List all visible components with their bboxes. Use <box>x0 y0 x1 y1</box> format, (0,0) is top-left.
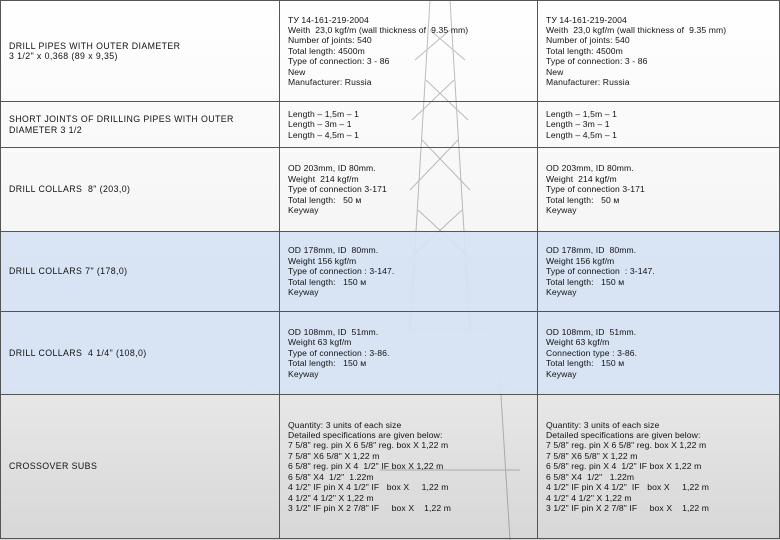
table-row <box>1 1 780 102</box>
table-row <box>1 395 780 539</box>
spec-cell-b: Length – 1,5m – 1 Length – 3m – 1 Length – 4,5m – 1 <box>538 102 780 148</box>
item-name-cell: DRILL COLLARS 8" (203,0) <box>1 148 280 232</box>
item-name-cell: CROSSOVER SUBS <box>1 395 280 539</box>
spec-cell-b: OD 178mm, ID 80mm. Weight 156 kgf/m Type of connection : 3-147. Total length: 150 м Keyway <box>538 232 780 312</box>
item-name-cell: SHORT JOINTS OF DRILLING PIPES WITH OUTER DIAMETER 3 1/2 <box>1 102 280 148</box>
spec-cell-a: OD 108mm, ID 51mm. Weight 63 kgf/m Type of connection : 3-86. Total length: 150 м Keyway <box>280 312 538 395</box>
spec-cell-a: OD 203mm, ID 80mm. Weight 214 kgf/m Type of connection 3-171 Total length: 50 м Keyway <box>280 148 538 232</box>
spec-cell-a: ТУ 14-161-219-2004 Weith 23,0 kgf/m (wall thickness of 9.35 mm) Number of joints: 540 Total length: 4500m Type of connection: 3 - 86 New Manufacturer: Russia <box>280 1 538 102</box>
spec-cell-b: OD 203mm, ID 80mm. Weight 214 kgf/m Type of connection 3-171 Total length: 50 м Keyway <box>538 148 780 232</box>
spec-cell-b: ТУ 14-161-219-2004 Weith 23,0 kgf/m (wall thickness of 9.35 mm) Number of joints: 540 Total length: 4500m Type of connection: 3 - 86 New Manufacturer: Russia <box>538 1 780 102</box>
spec-cell-a: OD 178mm, ID 80mm. Weight 156 kgf/m Type of connection : 3-147. Total length: 150 м Keyway <box>280 232 538 312</box>
table-row <box>1 102 780 148</box>
table-row <box>1 148 780 232</box>
spec-cell-a: Length – 1,5m – 1 Length – 3m – 1 Length – 4,5m – 1 <box>280 102 538 148</box>
spec-cell-b: Quantity: 3 units of each size Detailed specifications are given below: 7 5/8" reg. pin X 6 5/8" reg. box X 1,22 m 7 5/8" X6 5/8" X 1,22 m 6 5/8" reg. pin X 4 1/2" IF box X 1,22 m 6 5/8" X4 1/2" 1.22m 4 1/2" IF pin X 4 1/2" IF box X 1,22 m 4 1/2" 4 1/2" X 1,22 m 3 1/2" IF pin X 2 7/8" IF box X 1,22 m <box>538 395 780 539</box>
item-name-cell: DRILL COLLARS 7" (178,0) <box>1 232 280 312</box>
item-name-cell: DRILL COLLARS 4 1/4" (108,0) <box>1 312 280 395</box>
table-row-highlighted <box>1 232 780 312</box>
table-row-highlighted <box>1 312 780 395</box>
spec-cell-a: Quantity: 3 units of each size Detailed specifications are given below: 7 5/8" reg. pin X 6 5/8" reg. box X 1,22 m 7 5/8" X6 5/8" X 1,22 m 6 5/8" reg. pin X 4 1/2" IF box X 1,22 m 6 5/8" X4 1/2" 1.22m 4 1/2" IF pin X 4 1/2" IF box X 1,22 m 4 1/2" 4 1/2" X 1,22 m 3 1/2" IF pin X 2 7/8" IF box X 1,22 m <box>280 395 538 539</box>
item-name-cell: DRILL PIPES WITH OUTER DIAMETER 3 1/2" x 0,368 (89 x 9,35) <box>1 1 280 102</box>
spec-cell-b: OD 108mm, ID 51mm. Weight 63 kgf/m Connection type : 3-86. Total length: 150 м Keyway <box>538 312 780 395</box>
